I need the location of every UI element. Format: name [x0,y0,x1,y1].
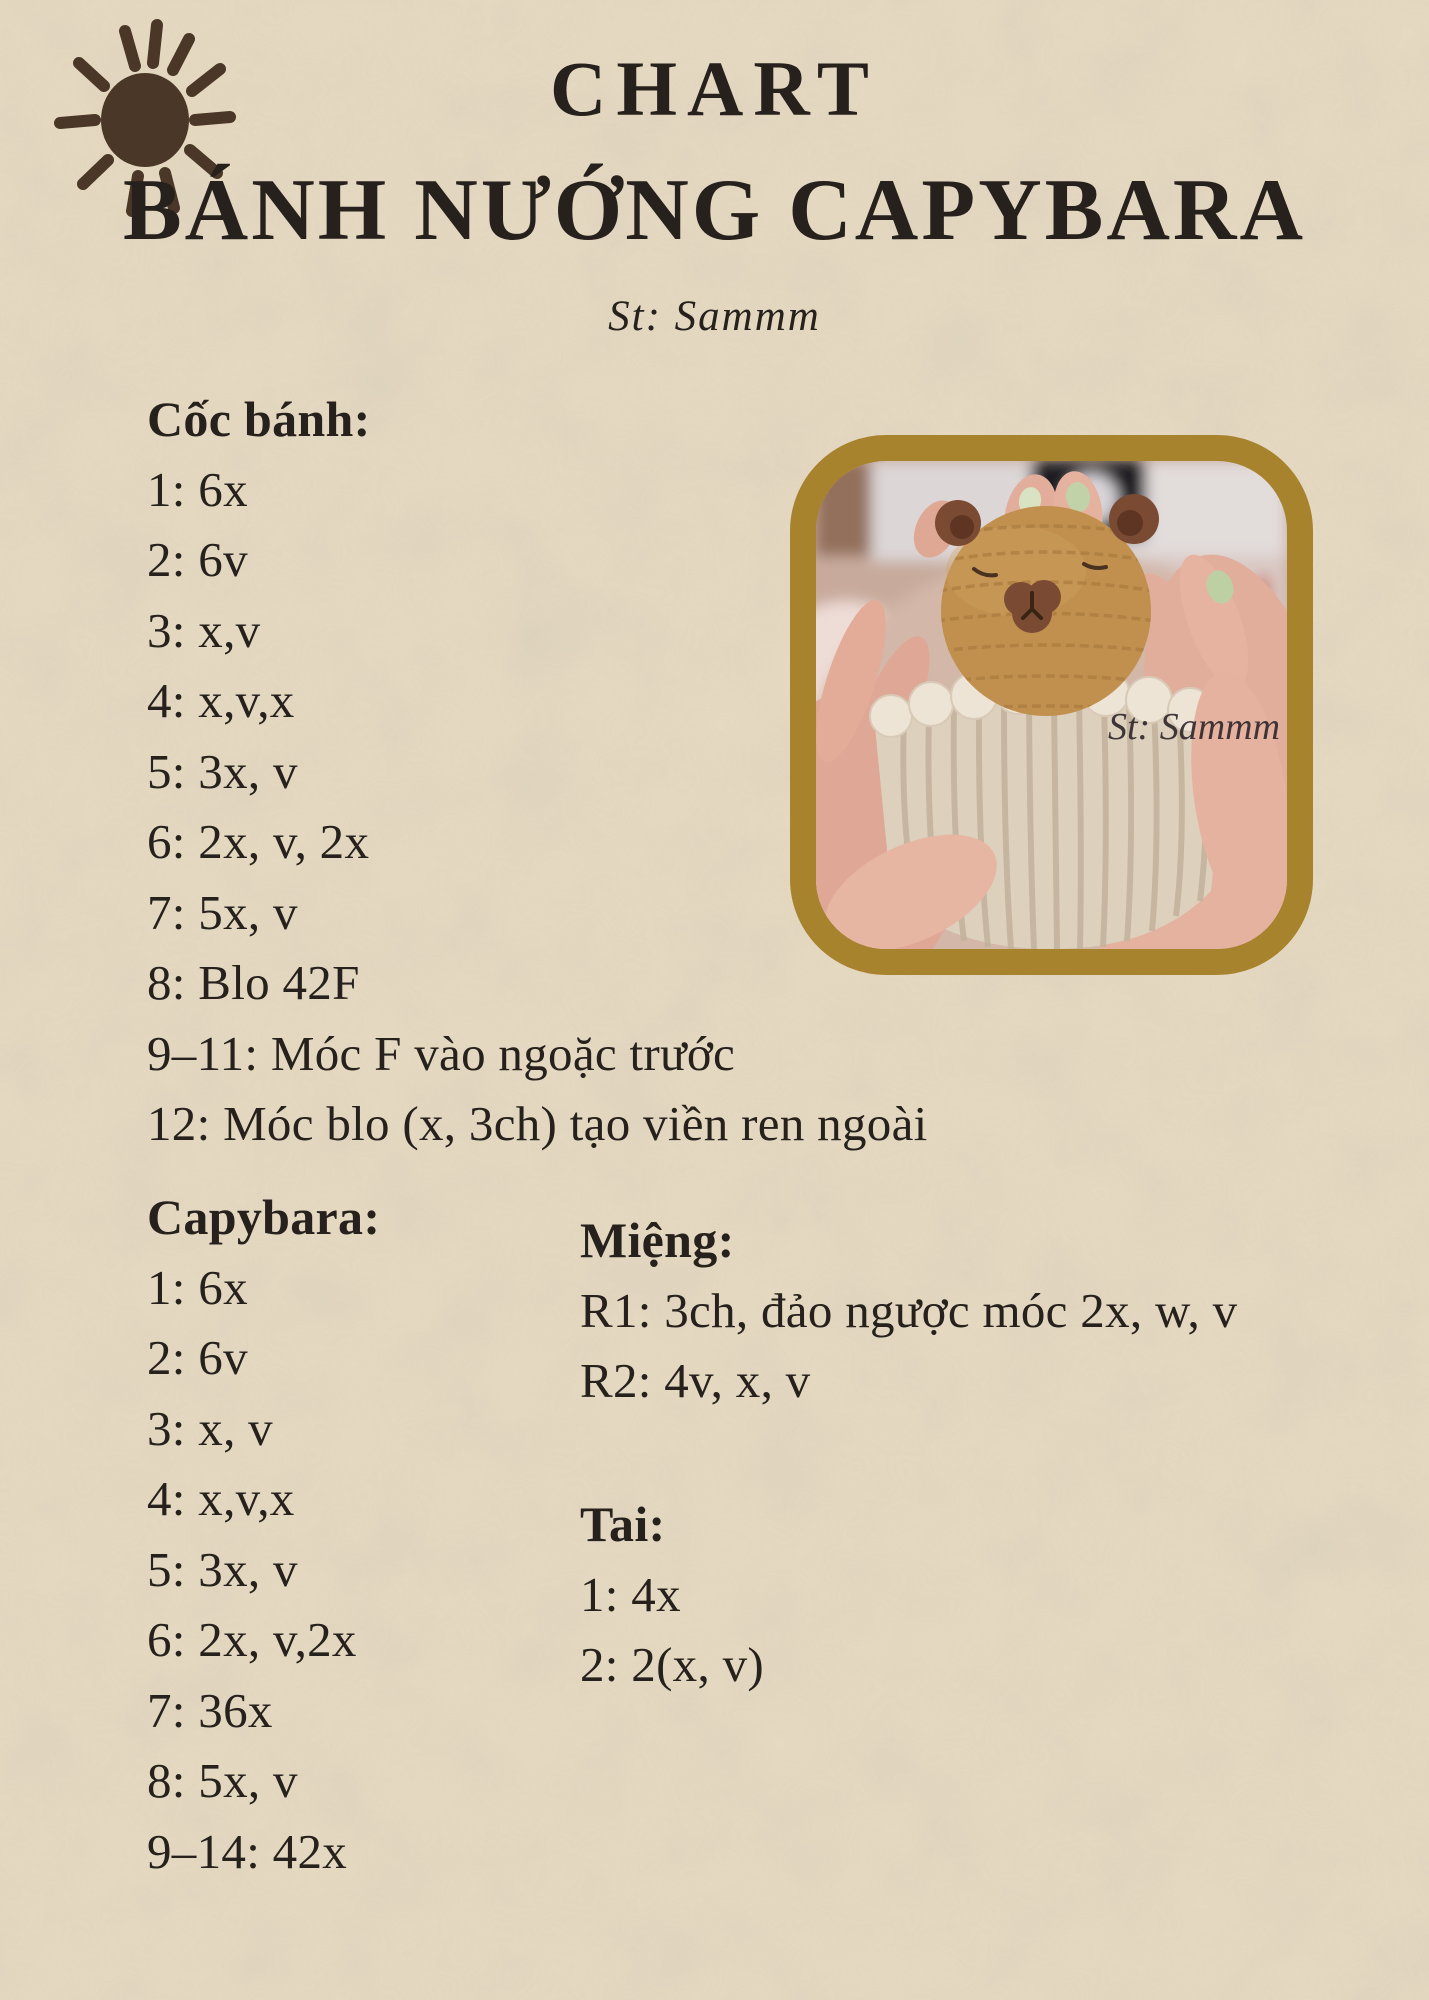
photo-watermark: St: Sammm [1108,706,1281,748]
pattern-line: 6: 2x, v,2x [147,1612,357,1667]
section-mouth [580,1205,1237,1417]
pattern-line: 12: Móc blo (x, 3ch) tạo viền ren ngoài [147,1096,928,1151]
pattern-line: 1: 4x [580,1566,681,1622]
credit-line: St: Sammm [608,293,821,340]
section-capybara [147,1182,380,1887]
pattern-line: 2: 6v [147,1330,248,1385]
pattern-line: 5: 3x, v [147,1541,298,1597]
pattern-line: 7: 5x, v [147,884,298,940]
page-title-line2: BÁNH NƯỚNG CAPYBARA [122,162,1307,259]
pattern-line: 7: 36x [147,1682,273,1738]
section-ear [580,1489,764,1701]
section-heading-mouth: Miệng: [580,1212,735,1268]
section-cup [147,384,928,1160]
pattern-line: 3: x,v [147,602,261,658]
section-heading-cup: Cốc bánh: [147,391,371,447]
pattern-line: 2: 6v [147,532,248,587]
pattern-line: R2: 4v, x, v [580,1353,811,1408]
pattern-line: 8: Blo 42F [147,955,360,1010]
pattern-line: 1: 6x [147,461,248,517]
section-heading-ear: Tai: [580,1496,666,1552]
pattern-line: 9–14: 42x [147,1823,348,1879]
pattern-line: 8: 5x, v [147,1753,298,1808]
pattern-line: 4: x,v,x [147,1471,295,1526]
pattern-line: 5: 3x, v [147,743,298,799]
section-heading-capybara: Capybara: [147,1189,381,1245]
pattern-line: 9–11: Móc F vào ngoặc trước [147,1025,736,1081]
pattern-line: R1: 3ch, đảo ngược móc 2x, w, v [580,1282,1238,1338]
page-title: CHART [550,45,879,132]
pattern-line: 4: x,v,x [147,673,295,728]
pattern-line: 3: x, v [147,1400,273,1456]
pattern-line: 6: 2x, v, 2x [147,814,370,869]
pattern-line: 2: 2(x, v) [580,1637,764,1692]
pattern-line: 1: 6x [147,1259,248,1315]
